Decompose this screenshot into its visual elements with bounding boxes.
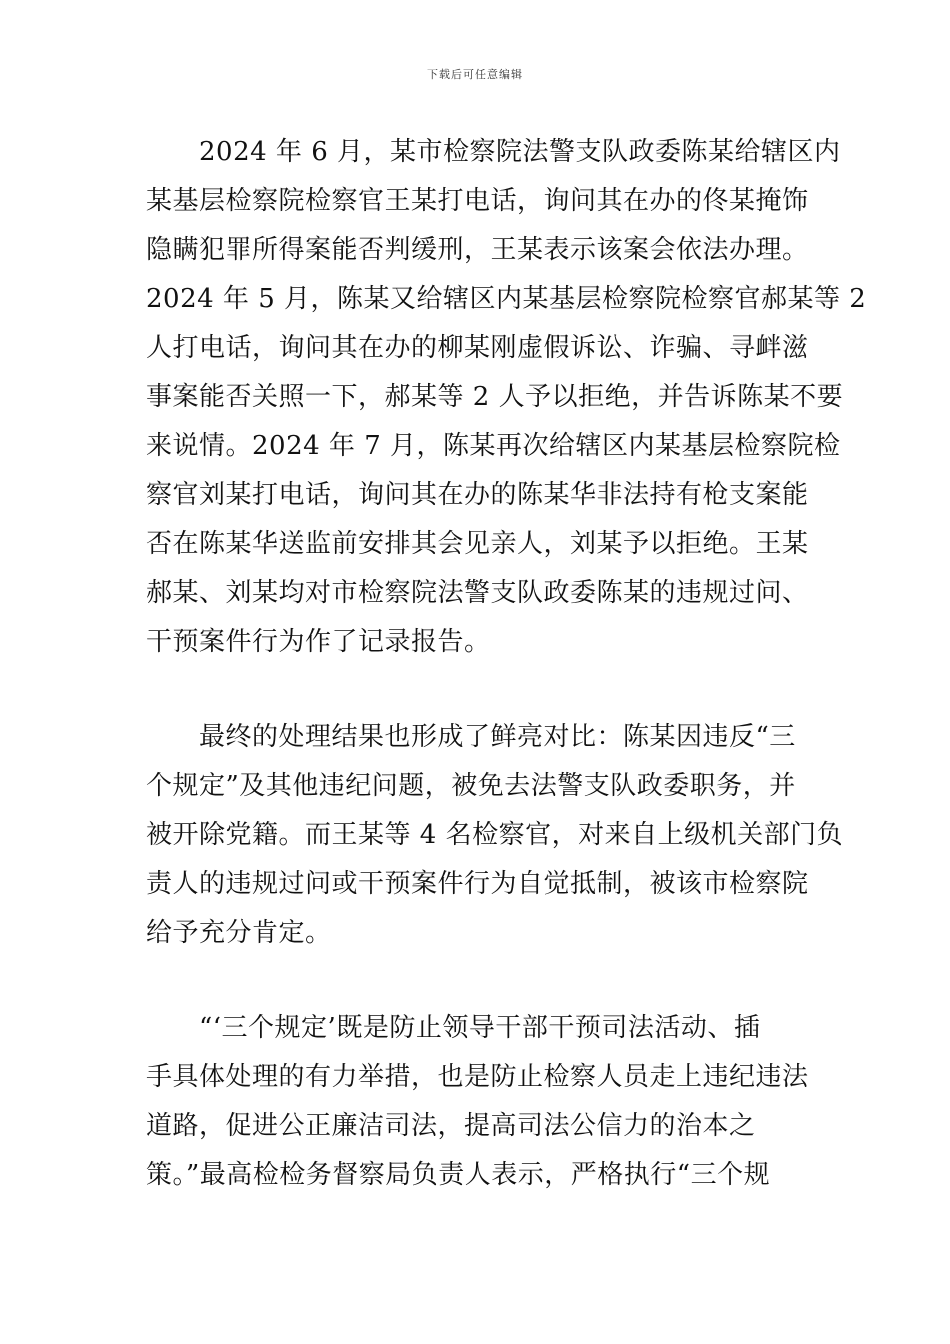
text-line: 否在陈某华送监前安排其会见亲人，刘某予以拒绝。王某 — [146, 529, 809, 559]
paragraph-gap — [146, 958, 810, 1004]
text-line: 责人的违规过问或干预案件行为自觉抵制，被该市检察院 — [146, 869, 809, 899]
paragraph-3 — [146, 1004, 810, 1200]
text-line: 来说情。2024 年 7 月，陈某再次给辖区内某基层检察院检 — [146, 431, 841, 461]
text-line: 被开除党籍。而王某等 4 名检察官，对来自上级机关部门负 — [146, 820, 844, 850]
text-line: 道路，促进公正廉洁司法，提高司法公信力的治本之 — [146, 1111, 756, 1141]
text-line: 手具体处理的有力举措，也是防止检察人员走上违纪违法 — [146, 1062, 809, 1092]
paragraph-2 — [146, 713, 844, 958]
text-line: 策。”最高检检务督察局负责人表示，严格执行“三个规 — [146, 1160, 771, 1190]
document-body — [146, 128, 867, 1200]
text-line: “‘三个规定’既是防止领导干部干预司法活动、插 — [146, 1013, 761, 1043]
text-line: 人打电话，询问其在办的柳某刚虚假诉讼、诈骗、寻衅滋 — [146, 333, 809, 363]
paragraph-gap — [146, 667, 810, 713]
text-line: 事案能否关照一下，郝某等 2 人予以拒绝，并告诉陈某不要 — [146, 382, 844, 412]
text-line: 最终的处理结果也形成了鲜亮对比：陈某因违反“三 — [146, 722, 796, 752]
text-line: 干预案件行为作了记录报告。 — [146, 627, 491, 657]
text-line: 个规定”及其他违纪问题，被免去法警支队政委职务，并 — [146, 771, 796, 801]
text-line: 郝某、刘某均对市检察院法警支队政委陈某的违规过问、 — [146, 578, 809, 608]
paragraph-1 — [146, 128, 867, 667]
header-note: 下载后可任意编辑 — [427, 68, 523, 81]
text-line: 2024 年 5 月，陈某又给辖区内某基层检察院检察官郝某等 2 — [146, 284, 867, 314]
text-line: 隐瞒犯罪所得案能否判缓刑，王某表示该案会依法办理。 — [146, 235, 809, 265]
text-line: 2024 年 6 月，某市检察院法警支队政委陈某给辖区内 — [146, 137, 841, 167]
text-line: 某基层检察院检察官王某打电话，询问其在办的佟某掩饰 — [146, 186, 809, 216]
text-line: 察官刘某打电话，询问其在办的陈某华非法持有枪支案能 — [146, 480, 809, 510]
text-line: 给予充分肯定。 — [146, 918, 332, 948]
